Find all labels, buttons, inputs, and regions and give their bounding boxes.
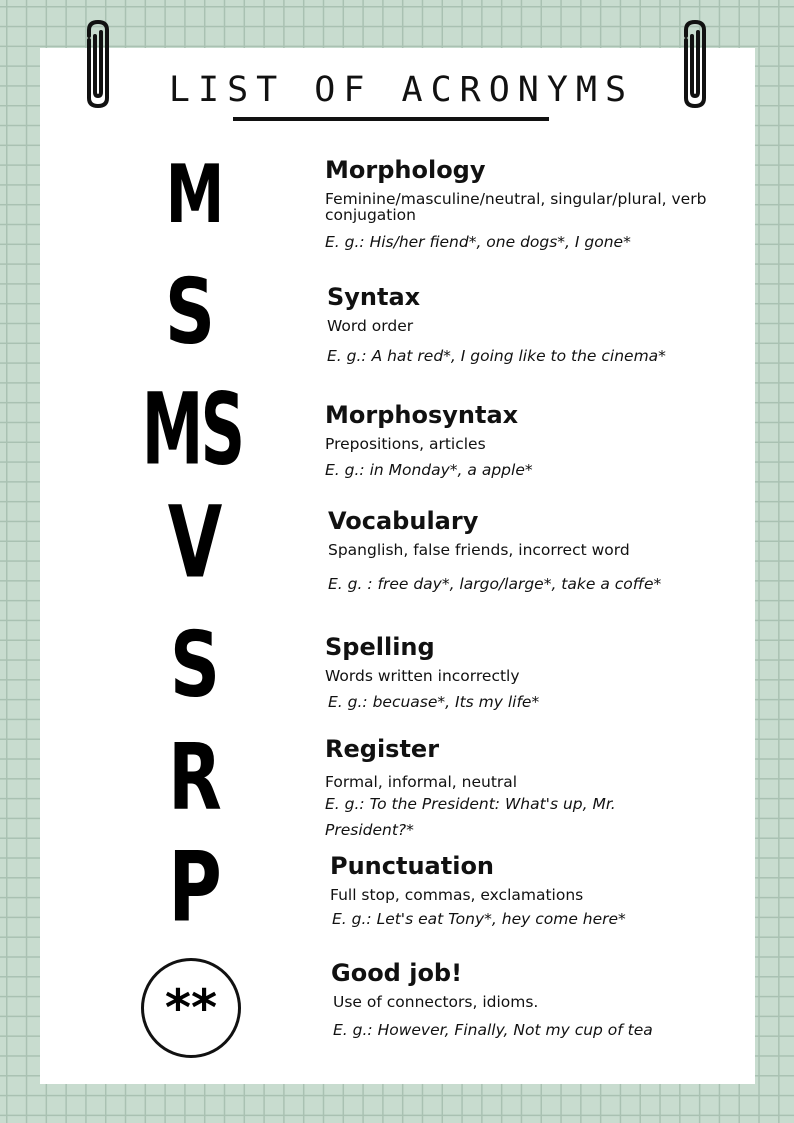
entry-heading: Punctuation — [330, 852, 495, 880]
entry-heading: Syntax — [327, 283, 421, 311]
entry-heading: Morphology — [325, 156, 486, 184]
entry-example: E. g. : free day*, largo/large*, take a coffe* — [328, 575, 662, 594]
entry-example: E. g.: Let's eat Tony*, hey come here* — [332, 910, 626, 929]
entry-example: E. g.: His/her fiend*, one dogs*, I gone* — [325, 233, 631, 252]
entry-punctuation — [330, 853, 740, 931]
entry-morphology — [325, 157, 735, 254]
title-underline — [233, 117, 549, 121]
entry-spelling — [325, 634, 735, 714]
entry-description: Prepositions, articles — [325, 434, 486, 453]
entry-description: Spanglish, false friends, incorrect word — [328, 540, 630, 559]
entry-example: E. g.: However, Finally, Not my cup of tea — [333, 1021, 653, 1040]
entry-description: Use of connectors, idioms. — [333, 992, 539, 1011]
acronym-punctuation: P — [168, 832, 222, 944]
acronym-register: R — [168, 725, 222, 832]
entry-example: E. g.: To the President: What's up, Mr. President?* — [325, 795, 616, 839]
page-title: LIST OF ACRONYMS — [168, 70, 635, 110]
acronym-spelling: S — [169, 613, 221, 718]
entry-heading: Spelling — [325, 633, 435, 661]
entry-description: Word order — [327, 316, 414, 335]
entry-heading: Morphosyntax — [325, 401, 519, 429]
entry-example: E. g.: in Monday*, a apple* — [325, 461, 533, 480]
entry-description: Feminine/masculine/neutral, singular/plural, verb conjugation — [325, 189, 707, 225]
entry-vocabulary — [328, 508, 738, 596]
entry-syntax — [327, 284, 737, 368]
entry-morphosyntax — [325, 402, 735, 482]
acronym-syntax: S — [164, 260, 216, 365]
entry-description: Formal, informal, neutral — [325, 772, 518, 791]
acronym-vocabulary: V — [167, 485, 223, 601]
acronym-morphology: M — [165, 146, 225, 242]
acronym-morphosyntax: MS — [141, 372, 243, 488]
acronym-good-job: ** — [164, 979, 218, 1037]
entry-good-job — [331, 960, 741, 1042]
entry-heading: Vocabulary — [328, 507, 479, 535]
entry-description: Full stop, commas, exclamations — [330, 885, 584, 904]
entry-heading: Register — [325, 735, 440, 763]
entry-description: Words written incorrectly — [325, 666, 520, 685]
entry-example: E. g.: becuase*, Its my life* — [328, 693, 540, 712]
entry-register — [325, 736, 735, 843]
entry-heading: Good job! — [331, 959, 463, 987]
entry-example: E. g.: A hat red*, I going like to the cinema* — [327, 347, 666, 366]
